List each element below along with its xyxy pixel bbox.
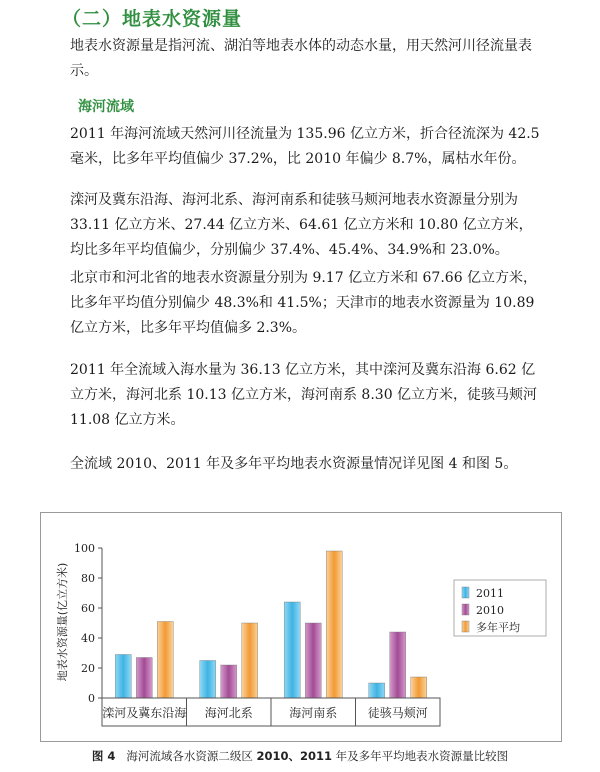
legend-swatch-2010 [462,604,469,615]
bar-2010 [221,665,237,698]
paragraph-5: 全流域 2010、2011 年及多年平均地表水资源量情况详见图 4 和图 5。 [70,456,518,472]
paragraph-2: 滦河及冀东沿海、海河北系、海河南系和徒骇马颊河地表水资源量分别为 33.11 亿立方米、27.44 亿立方米、64.61 亿立方米和 10.80 亿立方米，均比多年平均值偏少，分别偏少 37.4%、45.4%、34.9%和 23.0%。 [70,192,533,258]
legend-label-2010: 2010 [476,604,504,617]
paragraph-4: 2011 年全流域入海水量为 36.13 亿立方米，其中滦河及冀东沿海 6.62 亿立方米，海河北系 10.13 亿立方米，海河南系 8.30 亿立方米，徒骇马颊河 11.08 亿立方米。 [70,362,538,428]
x-category-label: 海河南系 [289,706,338,720]
bar-2010 [390,632,406,698]
bar-2011 [115,655,131,699]
x-category-label: 滦河及冀东沿海 [102,706,187,720]
bar-多年平均 [157,622,173,699]
x-category-label: 徒骇马颊河 [367,706,428,720]
bar-多年平均 [326,551,342,698]
y-tick-label: 40 [81,632,95,645]
intro-paragraph [70,34,544,84]
caption-text-after: 年及多年平均地表水资源量比较图 [332,749,509,763]
bar-2011 [369,683,385,698]
legend-label-2011: 2011 [476,587,504,600]
bar-2011 [200,661,216,699]
y-tick-label: 0 [88,692,95,705]
y-tick-label: 60 [81,602,95,615]
bar-2010 [305,623,321,698]
legend-swatch-多年平均 [462,621,469,632]
paragraph-3: 北京市和河北省的地表水资源量分别为 9.17 亿立方米和 67.66 亿立方米，比多年平均值分别偏少 48.3%和 41.5%；天津市的地表水资源量为 10.89 亿立方米，比多年平均值偏多 2.3%。 [70,270,538,336]
y-tick-label: 80 [81,572,95,585]
bar-多年平均 [411,677,427,698]
basin-subheading: 海河流域 [78,99,134,115]
y-tick-label: 20 [81,662,95,675]
y-axis-label: 地表水资源量(亿立方米) [56,562,69,682]
caption-figure-number: 图 4 [91,749,116,763]
legend-swatch-2011 [462,587,469,598]
bar-2011 [284,602,300,698]
caption-text-before: 海河流域各水资源二级区 [126,749,257,763]
y-tick-label: 100 [74,542,95,555]
section-heading: （二）地表水资源量 [62,8,243,30]
paragraph-1: 2011 年海河流域天然河川径流量为 135.96 亿立方米，折合径流深为 42.5 毫米，比多年平均值偏少 37.2%，比 2010 年偏少 8.7%，属枯水年份。 [70,126,540,167]
bar-多年平均 [242,623,258,698]
intro-text: 地表水资源量是指河流、湖泊等地表水体的动态水量，用天然河川径流量表示。 [70,38,532,79]
figure-caption [0,748,600,764]
caption-bold-years: 2010、2011 [256,749,332,763]
legend-label-多年平均: 多年平均 [476,621,520,634]
chart-svg [40,512,562,742]
bar-chart [40,512,562,742]
x-category-label: 海河北系 [204,706,253,720]
bar-2010 [136,658,152,699]
